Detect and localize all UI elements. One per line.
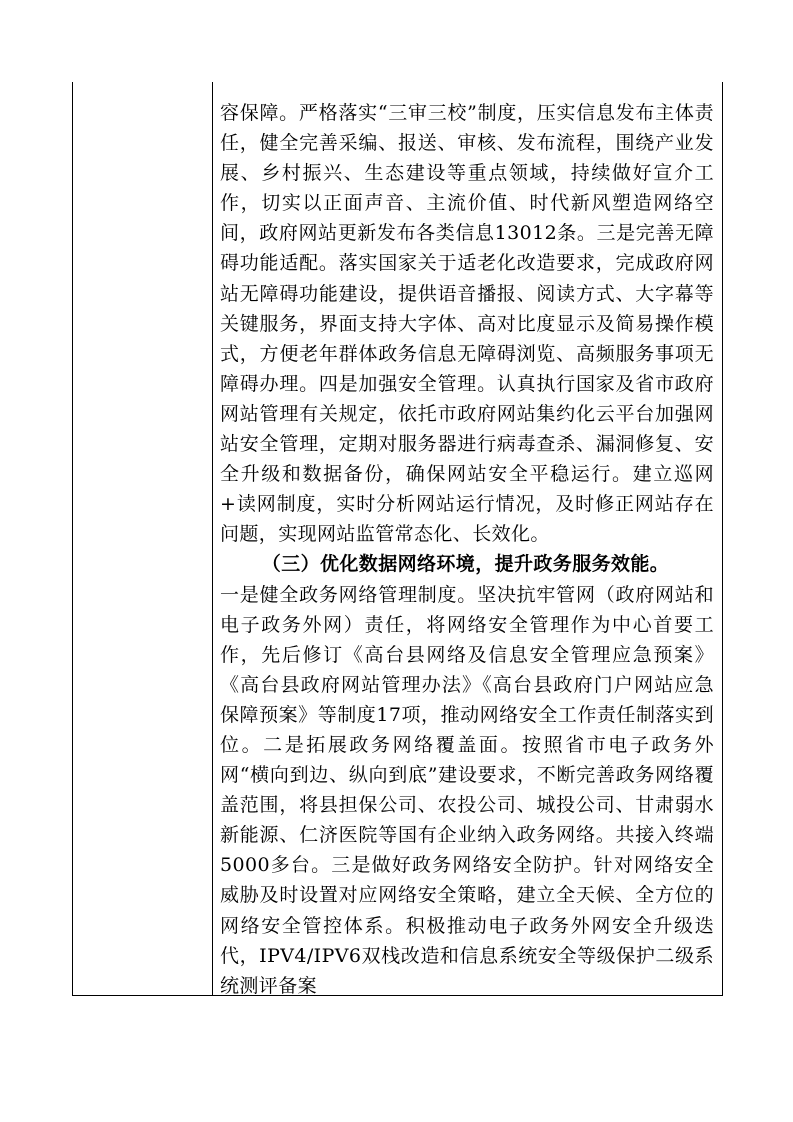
document-table bbox=[72, 82, 723, 996]
content-cell bbox=[220, 98, 714, 1001]
section-heading: （三）优化数据网络环境，提升政务服务效能。 bbox=[261, 553, 670, 576]
paragraph-continued: 容保障。严格落实“三审三校”制度，压实信息发布主体责任，健全完善采编、报送、审核、发布流程，围绕产业发展、乡村振兴、生态建设等重点领域，持续做好宣介工作，切实以正面声音、主流价值、时代新风塑造网络空间，政府网站更新发布各类信息13012条。三是完善无障碍功能适配。落实国家关于适老化改造要求，完成政府网站无障碍功能建设，提供语音播报、阅读方式、大字幕等关键服务，界面支持大字体、高对比度显示及简易操作模式，方便老年群体政务信息无障碍浏览、高频服务事项无障碍办理。四是加强安全管理。认真执行国家及省市政府网站管理有关规定，依托市政府网站集约化云平台加强网站安全管理，定期对服务器进行病毒查杀、漏洞修复、安全升级和数据备份，确保网站安全平稳运行。建立巡网+读网制度，实时分析网站运行情况，及时修正网站存在问题，实现网站监管常态化、长效化。 bbox=[220, 102, 714, 546]
paragraph-body: 一是健全政务网络管理制度。坚决抗牢管网（政府网站和电子政务外网）责任，将网络安全管理作为中心首要工作，先后修订《高台县网络及信息安全管理应急预案》《高台县政府网站管理办法》《高台县政府门户网站应急保障预案》等制度17项，推动网络安全工作责任制落实到位。二是拓展政务网络覆盖面。按照省市电子政务外网“横向到边、纵向到底”建设要求，不断完善政务网络覆盖范围，将县担保公司、农投公司、城投公司、甘肃弱水新能源、仁济医院等国有企业纳入政务网络。共接入终端5000多台。三是做好政务网络安全防护。针对网络安全威胁及时设置对应网络安全策略，建立全天候、全方位的网络安全管控体系。积极推动电子政务外网安全升级迭代，IPV4/IPV6双栈改造和信息系统安全等级保护二级系统测评备案 bbox=[220, 583, 714, 997]
column-divider bbox=[212, 82, 213, 995]
